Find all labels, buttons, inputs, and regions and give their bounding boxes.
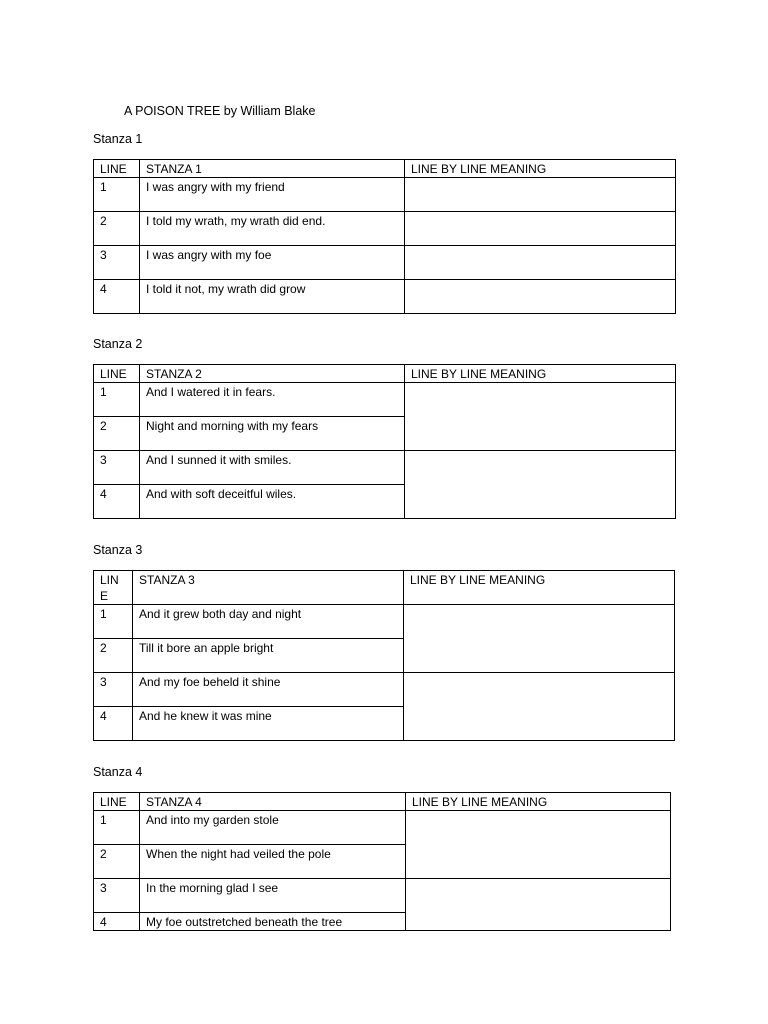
table-row bbox=[94, 246, 676, 280]
table-row bbox=[94, 673, 675, 707]
meaning-cell[interactable] bbox=[405, 451, 676, 519]
line-text: And into my garden stole bbox=[140, 811, 406, 845]
line-number: 1 bbox=[94, 178, 140, 212]
line-text: And I sunned it with smiles. bbox=[140, 451, 405, 485]
header-stanza: STANZA 3 bbox=[133, 571, 404, 605]
stanza-4-table bbox=[93, 792, 671, 931]
table-header-row bbox=[94, 365, 676, 383]
line-text: I was angry with my friend bbox=[140, 178, 405, 212]
meaning-cell[interactable] bbox=[404, 673, 675, 741]
line-text: My foe outstretched beneath the tree bbox=[140, 913, 406, 931]
line-number: 3 bbox=[94, 451, 140, 485]
table-row bbox=[94, 280, 676, 314]
document-title: A POISON TREE by William Blake bbox=[124, 104, 316, 118]
line-text: And my foe beheld it shine bbox=[133, 673, 404, 707]
header-meaning: LINE BY LINE MEANING bbox=[405, 160, 676, 178]
meaning-cell[interactable] bbox=[405, 280, 676, 314]
header-meaning: LINE BY LINE MEANING bbox=[404, 571, 675, 605]
line-number: 3 bbox=[94, 246, 140, 280]
line-number: 2 bbox=[94, 417, 140, 451]
line-number: 4 bbox=[94, 485, 140, 519]
stanza-1-table bbox=[93, 159, 676, 314]
header-stanza: STANZA 1 bbox=[140, 160, 405, 178]
line-text: And I watered it in fears. bbox=[140, 383, 405, 417]
line-text: I told it not, my wrath did grow bbox=[140, 280, 405, 314]
header-meaning: LINE BY LINE MEANING bbox=[405, 365, 676, 383]
table-row bbox=[94, 879, 671, 913]
meaning-cell[interactable] bbox=[405, 178, 676, 212]
line-text: And with soft deceitful wiles. bbox=[140, 485, 405, 519]
line-text: I was angry with my foe bbox=[140, 246, 405, 280]
line-text: When the night had veiled the pole bbox=[140, 845, 406, 879]
line-number: 2 bbox=[94, 845, 140, 879]
stanza-2-label: Stanza 2 bbox=[93, 337, 143, 351]
line-number: 4 bbox=[94, 913, 140, 931]
header-meaning: LINE BY LINE MEANING bbox=[406, 793, 671, 811]
table-header-row bbox=[94, 793, 671, 811]
table-row bbox=[94, 178, 676, 212]
header-stanza: STANZA 2 bbox=[140, 365, 405, 383]
line-number: 3 bbox=[94, 879, 140, 913]
table-header-row bbox=[94, 160, 676, 178]
meaning-cell[interactable] bbox=[406, 811, 671, 879]
line-number: 4 bbox=[94, 280, 140, 314]
line-text: In the morning glad I see bbox=[140, 879, 406, 913]
stanza-3-label: Stanza 3 bbox=[93, 543, 143, 557]
line-number: 3 bbox=[94, 673, 133, 707]
table-header-row bbox=[94, 571, 675, 605]
line-number: 1 bbox=[94, 811, 140, 845]
stanza-1-label: Stanza 1 bbox=[93, 132, 143, 146]
meaning-cell[interactable] bbox=[406, 879, 671, 931]
line-text: And it grew both day and night bbox=[133, 605, 404, 639]
table-row bbox=[94, 451, 676, 485]
table-row bbox=[94, 383, 676, 417]
table-row bbox=[94, 212, 676, 246]
meaning-cell[interactable] bbox=[405, 383, 676, 451]
table-row bbox=[94, 605, 675, 639]
header-line: LIN E bbox=[94, 571, 133, 605]
header-line: LINE bbox=[94, 793, 140, 811]
line-number: 4 bbox=[94, 707, 133, 741]
line-text: And he knew it was mine bbox=[133, 707, 404, 741]
line-text: Night and morning with my fears bbox=[140, 417, 405, 451]
line-number: 2 bbox=[94, 639, 133, 673]
stanza-4-label: Stanza 4 bbox=[93, 765, 143, 779]
header-line: LINE bbox=[94, 365, 140, 383]
line-text: I told my wrath, my wrath did end. bbox=[140, 212, 405, 246]
meaning-cell[interactable] bbox=[405, 246, 676, 280]
meaning-cell[interactable] bbox=[404, 605, 675, 673]
header-stanza: STANZA 4 bbox=[140, 793, 406, 811]
header-line: LINE bbox=[94, 160, 140, 178]
meaning-cell[interactable] bbox=[405, 212, 676, 246]
table-row bbox=[94, 811, 671, 845]
stanza-3-table bbox=[93, 570, 675, 741]
line-number: 1 bbox=[94, 605, 133, 639]
line-number: 2 bbox=[94, 212, 140, 246]
line-number: 1 bbox=[94, 383, 140, 417]
line-text: Till it bore an apple bright bbox=[133, 639, 404, 673]
stanza-2-table bbox=[93, 364, 676, 519]
